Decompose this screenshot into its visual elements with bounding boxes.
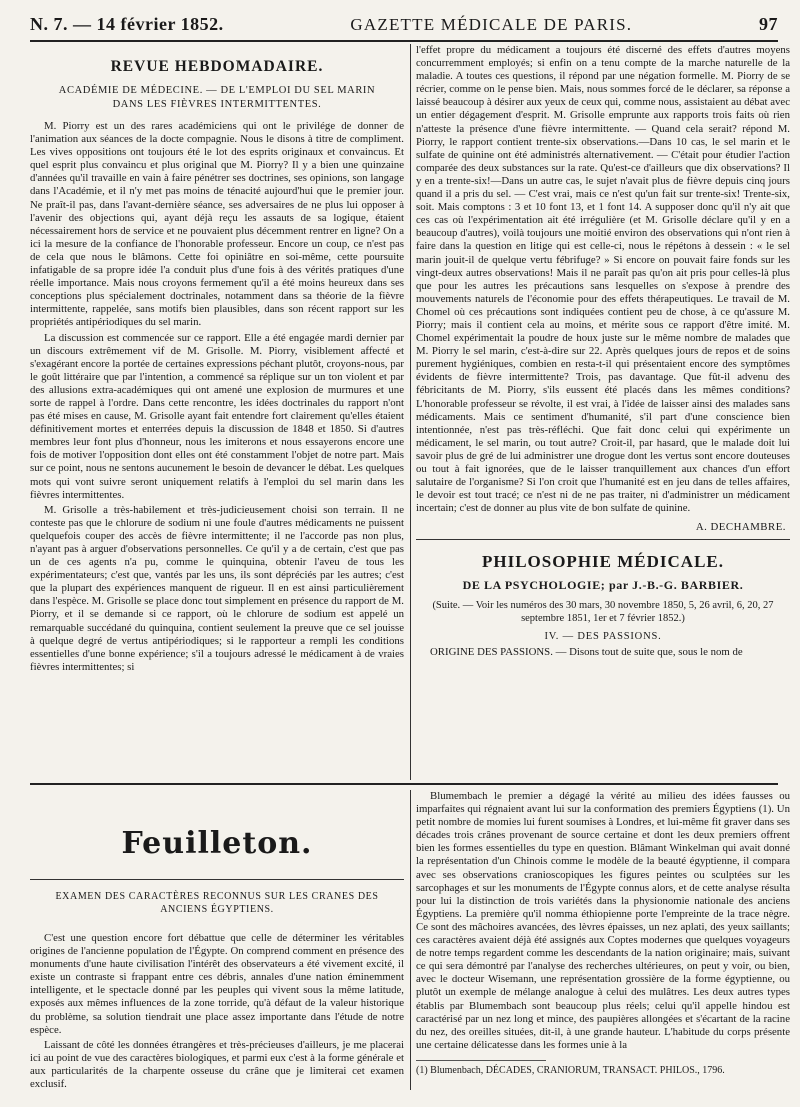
revue-column-right: [416, 44, 790, 780]
feuilleton-section: [30, 790, 790, 1090]
feuilleton-rule: [30, 783, 778, 785]
feuilleton-paragraph: Laissant de côté les données étrangères et très-précieuses d'ailleurs, je me placerai ici au point de vue des caractères biologiques, et parmi eux c'est à la forme générale et aux particularités de la charpente osseuse du crâne que je limiterai cet examen exclusif.: [30, 1038, 404, 1090]
feuilleton-paragraph: C'est une question encore fort débattue que celle de déterminer les véritables origines de l'ancienne population de l'Égypte. On comprend comment en présence des monuments d'une haute civilisation l'intérêt des observateurs a été vivement excité, il existe un contraste si frappant entre ces débris, annales d'une nation éminemment intelligente, et le spectacle donné par les peuples qui vivent sous la même latitude, exposés aux mêmes influences de la zone torride, qu'à défaut de la valeur historique du problème, sa solution tiendrait une place assez importante dans l'étude de notre espèce.: [30, 932, 404, 1036]
footnote: (1) Blumenbach, DÉCADES, CRANIORUM, TRANSACT. PHILOS., 1796.: [416, 1064, 725, 1076]
feuilleton-title-rule: [30, 879, 404, 880]
philosophie-subtitle: DE LA PSYCHOLOGIE; par J.-B.-G. BARBIER.: [462, 578, 744, 593]
section-separator: [416, 539, 790, 540]
revue-paragraph: M. Grisolle a très-habilement et très-judicieusement choisi son terrain. Il ne conteste pas que le chlorure de sodium ni une foule d'autres médicaments ne puissent quelquefois couper des accès de fièvre intermittente; il ne l'accorde pas non plus, n'ayant pas à arguer d'observations personnelles. Ce qu'il y a de certain, c'est que pas un de ces agents n'a pu, comme le quinquina, obtenir l'aveu de tous les expérimentateurs; c'est que, vantés par les uns, ils sont dépréciés par les autres; c'est que la plupart des expériences manquent de rigueur. Il en est ainsi particulièrement dans l'espèce. M. Grisolle se place donc tout simplement en présence du rapport de M. Piorry, et il se demande si ce rapport, où le chlorure de sodium est appelé un remarquable succédané du quinquina, contient seulement la preuve que ce sel jouisse à quelque degré de vertus antipériodiques; si le rapporteur a rempli les conditions essentielles d'une bonne expérience; s'il a toujours adressé le médicament à de vraies fièvres intermittentes; si: [30, 503, 404, 673]
feuilleton-paragraph: Blumembach le premier a dégagé la vérité au milieu des idées fausses ou imparfaites qui régnaient avant lui sur la conformation des premiers Égyptiens (1). Un petit nombre de momies lui furent soumises à Londres, et lui-même fit graver dans ses décades trois crânes provenant de source certaine et dont les deux premiers offrent bien les formes essentielles du type en question. Blâmant Winkelman qui avait donné la représentation d'un Chinois comme le modèle de la beauté égyptienne, il compara avec ses observations cranioscopiques les figures peintes ou sculptées sur les sarcophages et sur les monuments de l'Égypte connus alors, et de cette analyse résulta pour lui la distinction de trois variétés dans la physionomie nationale des anciens Égyptiens. La première qu'il nomma éthiopienne porte l'empreinte de la trace nègre. Ce sont des mâchoires avancées, des lèvres épaisses, un nez aplati, des yeux saillants; ces caractères avaient déjà été assignés aux Coptes modernes que quelques voyageurs de notre temps regardent comme les descendants de la nation originaire; mais, suivant ce qui sera démontré par l'analyse des recherches ultérieures, on peut y voir, ou bien, avec le docteur Wisemann, une représentation grossière de la forme égyptienne, ou plutôt un exemple de mélange analogue à celui des mulâtres. Les deux autres types établis par Blumembach sont beaucoup plus réels; celui qu'il appelle hindou est caractérisé par un nez long et mince, des paupières allongées et s'écartant de la racine du nez, des oreilles situées, dit-il, à une grande hauteur. L'habitude du corps présente une certaine délicatesse dans les formes unie à la: [416, 790, 790, 1051]
page-number: 97: [759, 14, 778, 34]
feuilleton-title: Feuilleton.: [121, 826, 313, 861]
author-signature: A. DECHAMBRE.: [695, 521, 786, 534]
running-head: [30, 14, 778, 38]
revue-subtitle-line1: ACADÉMIE DE MÉDECINE. — DE L'EMPLOI DU SEL MARIN: [58, 85, 376, 96]
revue-column-left: [30, 44, 404, 780]
feuilleton-column-left: [30, 790, 404, 1090]
journal-title: GAZETTE MÉDICALE DE PARIS.: [350, 15, 633, 34]
revue-paragraph: l'effet propre du médicament a toujours été discerné des effets d'autres moyens concurremment employés; si enfin on a tenu compte de la marche naturelle de la maladie. A toutes ces questions, il répond par une négation formelle. M. Piorry de se récrier, comme on le pense bien. Mais, nous sommes forcé de le déclarer, sa réponse a laissé beaucoup à désirer aux yeux de ceux qui, comme nous, assistaient au débat avec un entier dégagement d'esprit. M. Grisolle emprunte aux rapports trois faits où rien n'atteste la présence d'une fièvre intermittente. — Quand cela serait? répond M. Piorry, le rapport contient trente-six observations.—Dans 10 cas, le sel marin et le sulfate de quinine ont été administrés alternativement. — C'était pour étudier l'action comparée des deux substances sur la rate. Qu'est-ce d'ailleurs que dix observations? Il y en a trente-six!—Dans un autre cas, le sujet n'avait plus de fièvre depuis cinq jours quand il a pris du sel. — C'est vrai, mais ce n'est qu'un fait sur trente-six! Trente-six, soit. Mais comptons : 3 et 10 font 13, et 1 font 14. A supposer donc qu'il n'y ait que ces cas où l'expérimentation ait été irrégulière (et M. Grisolle déclare qu'il y en a beaucoup d'autres), voilà toujours une moitié environ des observations qui n'ont rien à faire dans la question en litige qui est celle-ci, nous le répétons à dessein : « le sel marin jouit-il de quelque vertu fébrifuge? » Si encore on pouvait faire fonds sur les vingt-deux autres observations! Mais il ne paraît pas qu'on ait pris pour celles-là plus que pour les autres les précautions sans lesquelles on s'expose à prendre des mouvements naturels de l'économie pour des effets thérapeutiques. Le travail de M. Chomel où ces précautions sont indiquées contient peu de chose, à ce qu'assure M. Piorry; mais il contient cela au moins, et mérite sous ce rapport d'être imité. M. Chomel expérimentait la poudre de houx juste sur le même nombre de malades que M. Piorry le sel marin, c'est-à-dire sur 22. Après quelques jours de repos et de soins purement hygiéniques, combien en resta-t-il qui présentaient encore des symptômes évidents de fièvre intermittente? Trois, pas davantage. Que fût-il advenu des fébricitants de M. Piorry, s'ils eussent été placés dans les mêmes conditions? L'honorable professeur se révolte, il est vrai, à l'idée de laisser ainsi des malades sans médicaments. Mais ce sentiment d'humanité, s'il part d'une conscience bien intentionnée, n'est pas très-réfléchi. Que fait donc celui qui expérimente un médicament, le sel marin, ou tout autre? Croit-il, par hasard, que le malade doit lui savoir plus de gré de lui administrer une drogue dont les vertus sont encore douteuses ou tout à fait ignorées, que de le laisser tranquillement aux chances d'un effort salutaire de l'organisme? Si l'on croit que l'humanité est en jeu dans de telles affaires, le devoir est tout tracé; ce n'est ni de ne pas traiter, ni d'administrer un médicament incertain; c'est de donner au plus vite de bon sulfate de quinine.: [416, 44, 790, 515]
top-section: [30, 44, 790, 780]
column-divider: [410, 44, 411, 780]
revue-subtitle: [30, 84, 404, 112]
philosophie-suite-note: (Suite. — Voir les numéros des 30 mars, 30 novembre 1850, 5, 26 avril, 6, 20, 27 septembre 1851, 1er et 7 février 1852.): [432, 600, 774, 625]
feuilleton-article-title: EXAMEN DES CARACTÈRES RECONNUS SUR LES CRANES DES ANCIENS ÉGYPTIENS.: [55, 891, 379, 915]
feuilleton-column-right: [416, 790, 790, 1090]
revue-paragraph: La discussion est commencée sur ce rapport. Elle a été engagée mardi dernier par un discours extrêmement vif de M. Grisolle. M. Piorry, visiblement affecté et s'exagérant encore la portée de certaines expressions péchant plutôt, croyons-nous, par le goût littéraire que par l'intention, a commencé sa réplique sur un ton violent et par des allusions extra-académiques qui ont amené une explosion de murmures et une sorte de rappel à l'ordre. Dans cette rencontre, les idées doctrinales du rapport n'ont pas été mises en cause, M. Grisolle ayant fait entendre fort clairement qu'elles étaient définitivement mortes et enterrées depuis la discussion de 1848 et 1850. Si d'autres membres leur font plus d'honneur, nous les imiterons et nous essayerons encore une fois de motiver l'opposition dont elles ont été constamment l'objet de notre part. Mais sur ce point, nous ne sentons aucunement le besoin de devancer le débat. Les quelques mots qui vont suivre seront uniquement relatifs à l'emploi du sel marin dans les fièvres intermittentes.: [30, 331, 404, 501]
revue-title: REVUE HEBDOMADAIRE.: [110, 58, 324, 75]
philosophie-title: PHILOSOPHIE MÉDICALE.: [481, 552, 725, 572]
footnote-rule: [416, 1060, 546, 1061]
revue-paragraph: M. Piorry est un des rares académiciens qui ont le privilége de donner de l'animation aux séances de la docte compagnie. Nous le disons à titre de compliment. Les vives oppositions ont toujours été le lot des esprits originaux et convaincus. Et quel esprit plus convaincu et plus original que M. Piorry? Il y a bien une quinzaine d'années qu'il travaille en vain à faire pénétrer ses doctrines, ses opinions, son langage dans l'Académie, et il n'y met pas moins de ténacité aujourd'hui que le premier jour. Ne praît-il pas, dans l'avant-dernière séance, ses adversaires de ne plus lui opposer à l'avenir des objections qui, ayant déjà reçu les assauts de sa logique, étaient nécessairement hors de service et ne pouvaient plus décemment rentrer en ligne? On a ici la mesure de la confiance de l'honorable professeur. Encore un coup, ce n'est pas de cela que nous le blâmons. Cette foi opiniâtre en soi-même, cette poursuite infatigable de sa propre idée l'a conduit plus d'une fois à des vérités pratiques d'une réelle importance. Mais nous croyons fermement qu'il a été moins heureux dans ses conceptions plus spécialement doctrinales, notamment dans sa théorie de la fièvre intermittente, rappelée, sans motifs bien plausibles, dans son récent rapport sur les propriétés antipériodiques du sel marin.: [30, 120, 404, 329]
philosophie-section-heading: IV. — DES PASSIONS.: [544, 631, 662, 643]
issue-number: N. 7. — 14 février 1852.: [30, 14, 224, 34]
header-rule: [30, 40, 778, 42]
philosophie-text: ORIGINE DES PASSIONS. — Disons tout de suite que, sous le nom de: [430, 646, 743, 659]
revue-subtitle-line2: DANS LES FIÈVRES INTERMITTENTES.: [112, 99, 322, 110]
column-divider: [410, 790, 411, 1090]
